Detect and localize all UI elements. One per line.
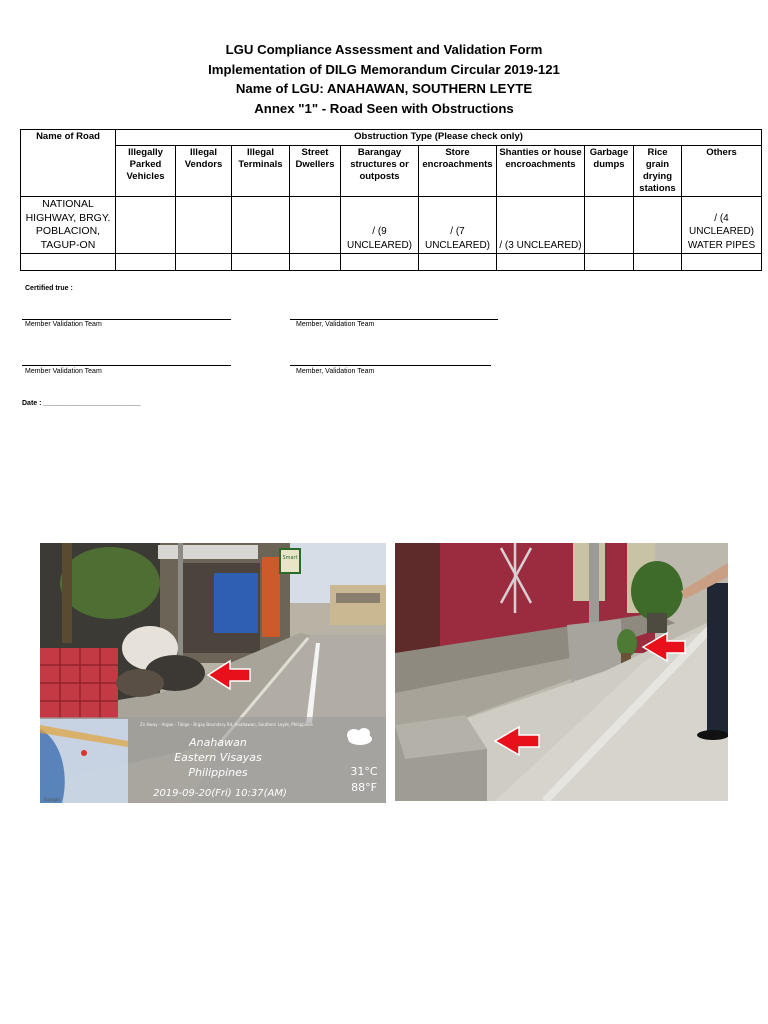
signature-line	[290, 319, 498, 320]
member-label-4: Member, Validation Team	[296, 368, 375, 375]
table-cell	[290, 197, 341, 254]
table-cell	[116, 197, 176, 254]
member-label-1: Member Validation Team	[25, 321, 102, 328]
temperature-celsius: 31°C	[350, 765, 378, 778]
form-subtitle: Implementation of DILG Memorandum Circular 2019-121	[208, 61, 560, 77]
column-header: Illegally Parked Vehicles	[116, 146, 176, 197]
member-label-2: Member, Validation Team	[296, 321, 375, 328]
cloud-icon	[347, 728, 372, 745]
wall-photo	[395, 543, 728, 801]
table-cell	[585, 197, 634, 254]
geotag-location: Zn Hway - Argao - Tibigo - Brgay Boundary Rd, Anahawan, Southern Leyte, Philippines	[140, 722, 313, 727]
geotag-town: Anahawan	[189, 736, 247, 749]
column-header: Others	[682, 146, 762, 197]
table-cell: / (3 UNCLEARED)	[497, 197, 585, 254]
column-header: Rice grain drying stations	[634, 146, 682, 197]
obstruction-type-header: Obstruction Type (Please check only)	[116, 130, 762, 146]
signature-line	[22, 365, 231, 366]
column-header: Illegal Vendors	[176, 146, 232, 197]
date-field: Date : _________________________	[22, 400, 141, 407]
table-cell	[232, 197, 290, 254]
lgu-name: Name of LGU: ANAHAWAN, SOUTHERN LEYTE	[235, 81, 533, 96]
form-title: LGU Compliance Assessment and Validation Form	[225, 42, 543, 57]
table-cell: / (7 UNCLEARED)	[419, 197, 497, 254]
column-header: Garbage dumps	[585, 146, 634, 197]
table-row	[21, 254, 762, 271]
signature-line	[290, 365, 491, 366]
name-of-road-header: Name of Road	[21, 130, 116, 197]
table-row	[21, 197, 762, 254]
column-header: Street Dwellers	[290, 146, 341, 197]
geotag-region: Eastern Visayas	[174, 751, 262, 764]
annex-title: Annex "1" - Road Seen with Obstructions	[254, 100, 514, 116]
geotag-country: Philippines	[188, 766, 248, 779]
column-header: Barangay structures or outposts	[341, 146, 419, 197]
column-header: Shanties or house encroachments	[497, 146, 585, 197]
temperature-fahrenheit: 88°F	[351, 781, 377, 794]
table-cell: / (4 UNCLEARED) WATER PIPES	[682, 197, 762, 254]
geotag-datetime: 2019-09-20(Fri) 10:37(AM)	[153, 788, 287, 799]
table-cell	[176, 197, 232, 254]
signature-line	[22, 319, 231, 320]
table-cell: / (9 UNCLEARED)	[341, 197, 419, 254]
street-photo	[40, 543, 386, 803]
form-header	[0, 40, 768, 118]
map-credit: Google	[44, 798, 60, 803]
table-cell	[634, 197, 682, 254]
column-header: Store encroachments	[419, 146, 497, 197]
column-header: Illegal Terminals	[232, 146, 290, 197]
obstruction-table	[20, 129, 762, 271]
road-name-cell: NATIONAL HIGHWAY, BRGY. POBLACION, TAGUP-ON	[21, 197, 116, 254]
sign-text: Smart	[282, 555, 298, 561]
certified-true-label: Certified true :	[25, 285, 73, 292]
member-label-3: Member Validation Team	[25, 368, 102, 375]
